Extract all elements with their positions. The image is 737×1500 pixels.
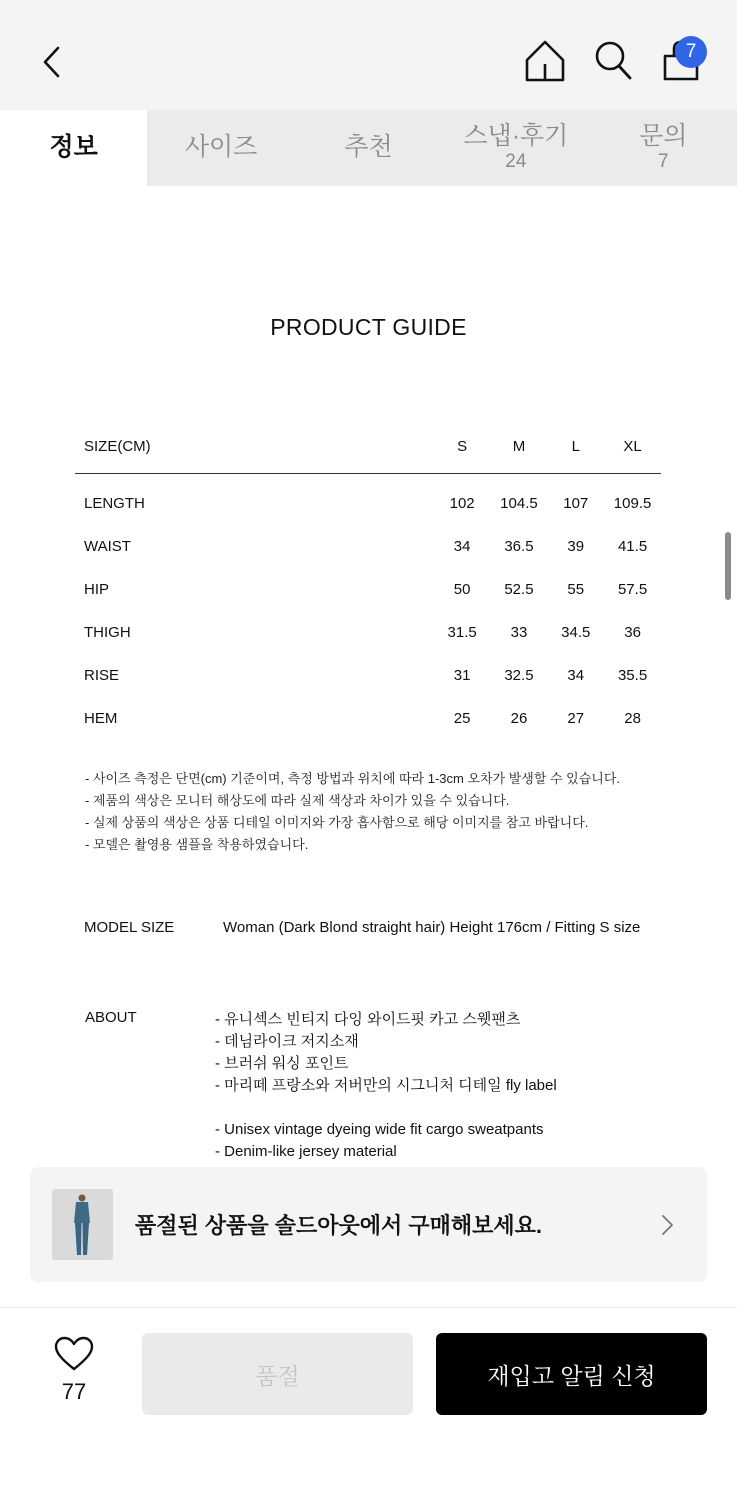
- cell: 31: [453, 667, 471, 684]
- about-line: - 데님라이크 저지소재: [215, 1033, 359, 1050]
- cell: 27: [567, 710, 585, 727]
- top-nav-bar: [0, 0, 737, 110]
- search-icon[interactable]: [591, 38, 635, 84]
- row-label: RISE: [84, 667, 120, 684]
- scrollbar[interactable]: [725, 532, 731, 600]
- back-chevron-icon[interactable]: [36, 42, 70, 82]
- cell: 57.5: [617, 581, 648, 598]
- table-row: [75, 654, 661, 697]
- model-size-value: Woman (Dark Blond straight hair) Height 176cm / Fitting S size: [223, 919, 641, 936]
- tab-size[interactable]: [147, 110, 294, 186]
- header-size: S: [457, 438, 468, 455]
- cell: 32.5: [504, 667, 534, 684]
- about-lines: [215, 1009, 557, 1185]
- tab-label: 사이즈: [184, 133, 258, 162]
- tab-count: 7: [657, 151, 669, 173]
- table-row: [75, 482, 661, 525]
- table-row: [75, 611, 661, 654]
- header-label: SIZE(CM): [84, 438, 151, 455]
- cell: 34: [453, 538, 471, 555]
- cell: 107: [563, 495, 589, 512]
- soldout-button[interactable]: 품절: [142, 1333, 413, 1415]
- banner-text: 품절된 상품을 솔드아웃에서 구매해보세요.: [135, 1213, 542, 1238]
- restock-alert-button[interactable]: 재입고 알림 신청: [436, 1333, 707, 1415]
- tab-snap-review[interactable]: [442, 110, 589, 186]
- bottom-action-bar: [0, 1307, 737, 1500]
- tab-recommend[interactable]: [295, 110, 442, 186]
- header-size: XL: [623, 438, 642, 455]
- model-size-section: [84, 919, 640, 936]
- header-size: L: [571, 438, 580, 455]
- size-notes: [85, 768, 620, 856]
- note-line: - 사이즈 측정은 단면(cm) 기준이며, 측정 방법과 위치에 따라 1-3cm 오차가 발생할 수 있습니다.: [85, 771, 621, 786]
- tab-info[interactable]: [0, 110, 147, 186]
- page-title: PRODUCT GUIDE: [270, 314, 467, 340]
- cell: 39: [567, 538, 585, 555]
- about-line: - 브러쉬 워싱 포인트: [215, 1055, 349, 1072]
- about-line: - Denim-like jersey material: [215, 1143, 397, 1160]
- cell: 26: [510, 710, 528, 727]
- cell: 50: [453, 581, 471, 598]
- product-tabs: [0, 110, 737, 186]
- heart-icon: [54, 1336, 94, 1372]
- about-line: - 마리떼 프랑소와 저버만의 시그니처 디테일 fly label: [215, 1077, 557, 1094]
- cell: 36: [624, 624, 641, 641]
- about-line: - Unisex vintage dyeing wide fit cargo sweatpants: [215, 1121, 544, 1138]
- cell: 36.5: [504, 538, 534, 555]
- like-count: 77: [61, 1379, 87, 1404]
- tab-count: 24: [505, 151, 527, 173]
- table-row: [75, 525, 661, 568]
- row-label: HIP: [84, 581, 110, 598]
- about-label: ABOUT: [85, 1009, 137, 1026]
- about-section: [85, 1009, 557, 1185]
- row-label: WAIST: [84, 538, 131, 555]
- table-row: [75, 697, 661, 740]
- cell: 31.5: [447, 624, 477, 641]
- cell: 109.5: [613, 495, 652, 512]
- note-line: - 모델은 촬영용 샘플을 착용하였습니다.: [85, 837, 309, 852]
- tab-inquiry[interactable]: [590, 110, 737, 186]
- cell: 34: [567, 667, 585, 684]
- row-label: LENGTH: [84, 495, 145, 512]
- tab-label: 추천: [344, 133, 393, 162]
- about-line: - 유니섹스 빈티지 다잉 와이드핏 카고 스웻팬츠: [215, 1011, 521, 1028]
- cell: 102: [449, 495, 475, 512]
- model-size-label: MODEL SIZE: [84, 919, 175, 936]
- tab-label: 스냅·후기: [463, 121, 569, 150]
- tab-label: 문의: [639, 121, 688, 150]
- size-table-header: [75, 432, 661, 474]
- cell: 25: [453, 710, 471, 727]
- cell: 55: [567, 581, 585, 598]
- cell: 52.5: [504, 581, 534, 598]
- header-size: M: [512, 438, 526, 455]
- soldout-marketplace-banner[interactable]: [30, 1167, 707, 1282]
- cell: 28: [624, 710, 641, 727]
- cell: 35.5: [617, 667, 648, 684]
- cell: 34.5: [561, 624, 591, 641]
- table-row: [75, 568, 661, 611]
- size-table: [75, 432, 661, 740]
- product-thumbnail: [52, 1189, 113, 1260]
- cart-count-badge: 7: [675, 36, 707, 68]
- tab-label: 정보: [49, 133, 98, 162]
- note-line: - 실제 상품의 색상은 상품 디테일 이미지와 가장 흡사함으로 해당 이미지를 참고 바랍니다.: [85, 815, 589, 830]
- row-label: THIGH: [84, 624, 131, 641]
- cell: 41.5: [617, 538, 648, 555]
- note-line: - 제품의 색상은 모니터 해상도에 따라 실제 색상과 차이가 있을 수 있습니다.: [85, 793, 510, 808]
- cell: 33: [510, 624, 528, 641]
- chevron-right-icon: [657, 1212, 677, 1238]
- like-button[interactable]: [52, 1336, 96, 1405]
- home-icon[interactable]: [523, 38, 567, 84]
- cell: 104.5: [500, 495, 538, 512]
- row-label: HEM: [84, 710, 118, 727]
